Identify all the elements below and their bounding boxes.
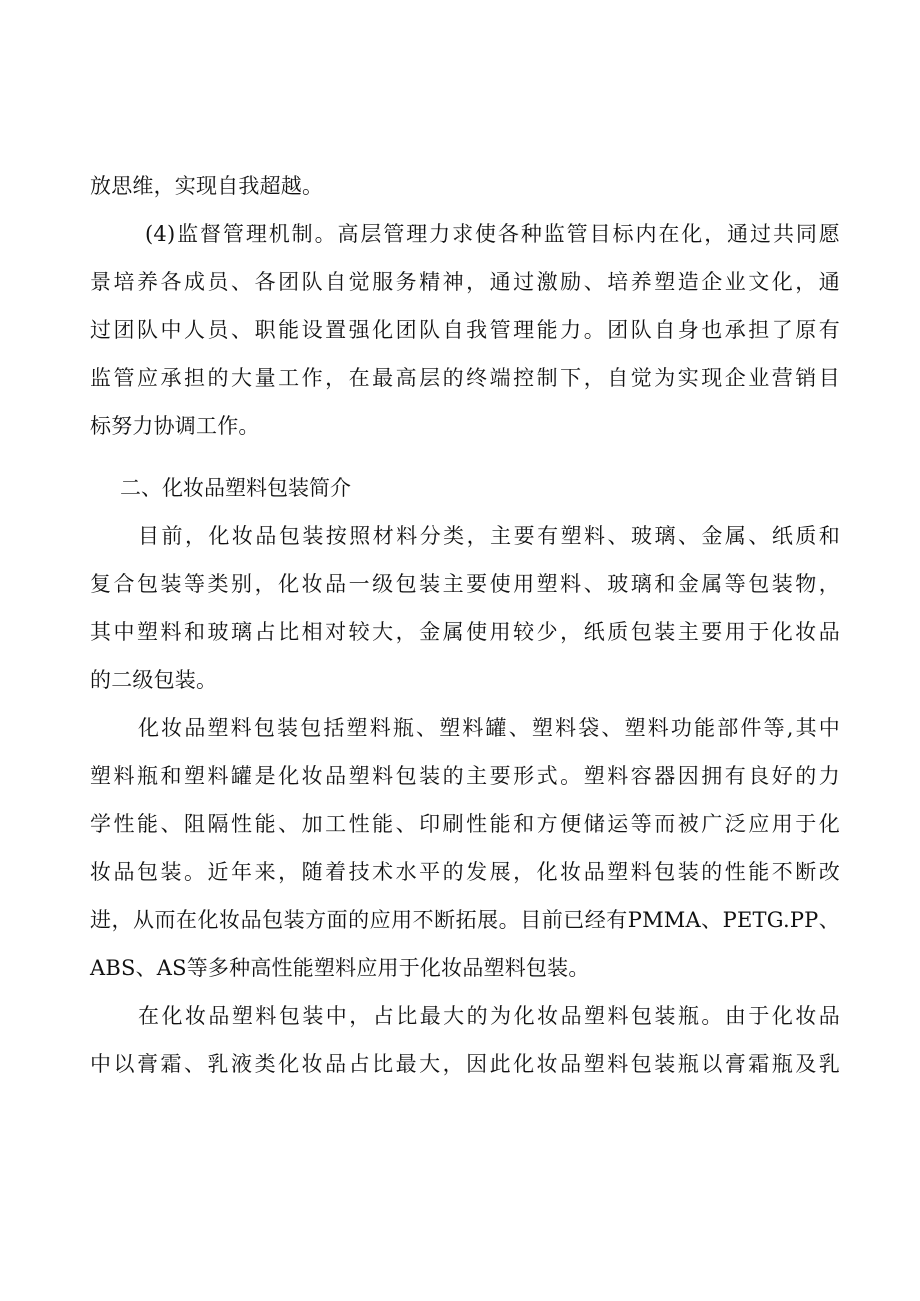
paragraph-line: 放思维，实现自我超越。 [90,174,324,198]
paragraph-line: (4)监督管理机制。高层管理力求使各种监管目标内在化，通过共同愿 [145,222,840,246]
paragraph-line: 进，从而在化妆品包装方面的应用不断拓展。目前已经有PMMA、PETG.PP、 [90,908,840,932]
paragraph-line: 在化妆品塑料包装中，占比最大的为化妆品塑料包装瓶。由于化妆品 [138,1004,840,1028]
paragraph-line: 的二级包装。 [90,668,218,692]
paragraph-packaging-categories [90,512,840,704]
paragraph-line: 学性能、阻隔性能、加工性能、印刷性能和方便储运等而被广泛应用于化 [90,812,840,836]
section-heading: 二、化妆品塑料包装简介 [120,476,351,500]
paragraph-line: ABS、AS等多种高性能塑料应用于化妆品塑料包装。 [90,956,590,980]
paragraph-plastic-bottles [90,992,840,1088]
paragraph-line: 景培养各成员、各团队自觉服务精神，通过激励、培养塑造企业文化，通 [90,270,840,294]
paragraph-line: 化妆品塑料包装包括塑料瓶、塑料罐、塑料袋、塑料功能部件等,其中 [138,716,840,740]
paragraph-line: 复合包装等类别，化妆品一级包装主要使用塑料、玻璃和金属等包装物， [90,572,840,596]
paragraph-continuation [90,162,840,210]
document-page [90,162,840,1088]
paragraph-supervision-mechanism [90,210,840,450]
paragraph-plastic-packaging [90,704,840,992]
paragraph-line: 目前，化妆品包装按照材料分类，主要有塑料、玻璃、金属、纸质和 [138,524,840,548]
paragraph-line: 过团队中人员、职能设置强化团队自我管理能力。团队自身也承担了原有 [90,318,840,342]
paragraph-line: 塑料瓶和塑料罐是化妆品塑料包装的主要形式。塑料容器因拥有良好的力 [90,764,840,788]
paragraph-line: 妆品包装。近年来，随着技术水平的发展，化妆品塑料包装的性能不断改 [90,860,840,884]
paragraph-line: 其中塑料和玻璃占比相对较大，金属使用较少，纸质包装主要用于化妆品 [90,620,840,644]
paragraph-line: 监管应承担的大量工作，在最高层的终端控制下，自觉为实现企业营销目 [90,366,840,390]
paragraph-line: 中以膏霜、乳液类化妆品占比最大，因此化妆品塑料包装瓶以膏霜瓶及乳 [90,1052,840,1076]
paragraph-line: 标努力协调工作。 [90,414,260,438]
